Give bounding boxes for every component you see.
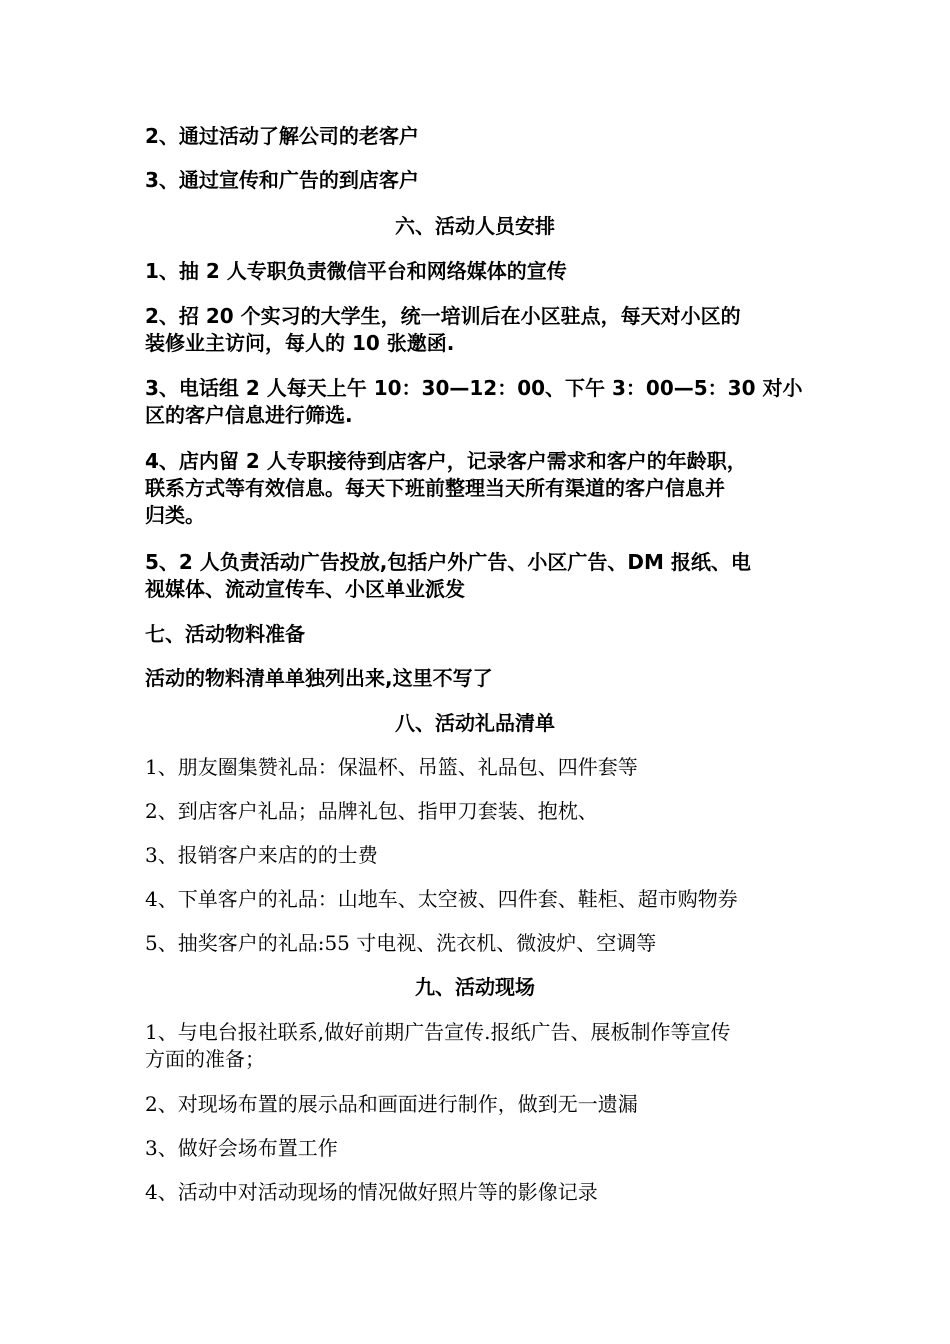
text-line: 1、抽 2 人专职负责微信平台和网络媒体的宣传 <box>145 259 567 283</box>
section-heading: 六、活动人员安排 <box>395 214 555 238</box>
text-line: 装修业主访问，每人的 10 张邀函. <box>145 331 455 355</box>
list-item: 2、到店客户礼品；品牌礼包、指甲刀套装、抱枕、 <box>145 799 598 823</box>
list-item: 2、对现场布置的展示品和画面进行制作，做到无一遗漏 <box>145 1092 638 1116</box>
text-line: 视媒体、流动宣传车、小区单业派发 <box>145 577 465 601</box>
list-item: 1、朋友圈集赞礼品：保温杯、吊篮、礼品包、四件套等 <box>145 755 638 779</box>
text-line: 3、通过宣传和广告的到店客户 <box>145 168 419 192</box>
list-item: 5、抽奖客户的礼品:55 寸电视、洗衣机、微波炉、空调等 <box>145 931 657 955</box>
text-line: 3、电话组 2 人每天上午 10：30—12：00、下午 3：00—5：30 对小 <box>145 376 803 400</box>
text-line: 5、2 人负责活动广告投放,包括户外广告、小区广告、DM 报纸、电 <box>145 550 751 574</box>
section-heading: 七、活动物料准备 <box>145 622 305 646</box>
text-line: 活动的物料清单单独列出来,这里不写了 <box>145 666 493 690</box>
list-item: 3、做好会场布置工作 <box>145 1136 338 1160</box>
list-item: 方面的准备； <box>145 1047 265 1071</box>
text-line: 联系方式等有效信息。每天下班前整理当天所有渠道的客户信息并 <box>145 476 725 500</box>
text-line: 4、店内留 2 人专职接待到店客户，记录客户需求和客户的年龄职， <box>145 449 747 473</box>
section-heading: 九、活动现场 <box>415 975 535 999</box>
text-line: 归类。 <box>145 503 205 527</box>
section-heading: 八、活动礼品清单 <box>395 711 555 735</box>
text-line: 区的客户信息进行筛选. <box>145 403 353 427</box>
text-line: 2、招 20 个实习的大学生，统一培训后在小区驻点，每天对小区的 <box>145 304 741 328</box>
text-line: 2、通过活动了解公司的老客户 <box>145 124 419 148</box>
list-item: 3、报销客户来店的的士费 <box>145 843 378 867</box>
list-item: 4、下单客户的礼品：山地车、太空被、四件套、鞋柜、超市购物券 <box>145 887 738 911</box>
list-item: 1、与电台报社联系,做好前期广告宣传.报纸广告、展板制作等宣传 <box>145 1020 731 1044</box>
list-item: 4、活动中对活动现场的情况做好照片等的影像记录 <box>145 1180 598 1204</box>
